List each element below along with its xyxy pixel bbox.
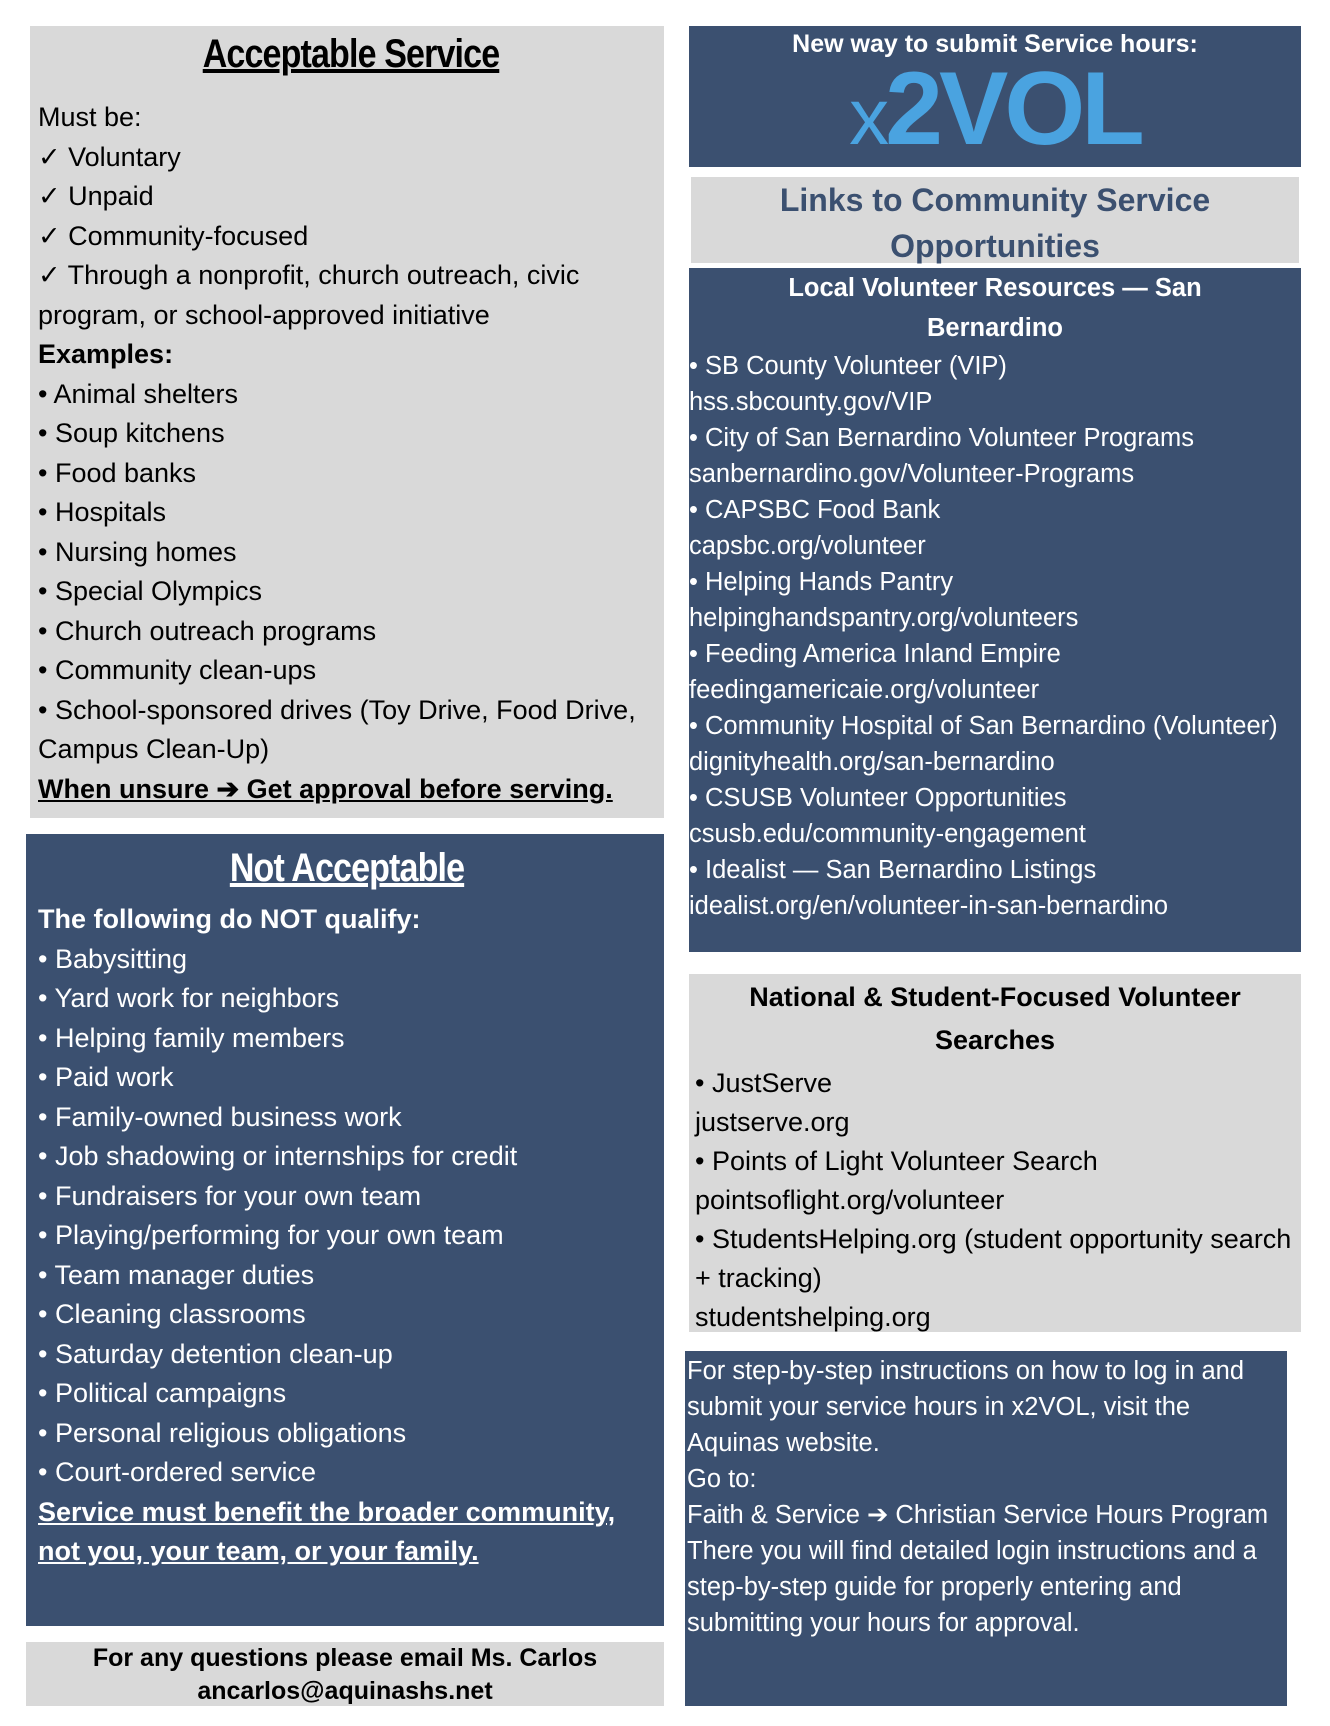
- resource-name: [689, 852, 1301, 888]
- resource-link[interactable]: [689, 600, 1301, 636]
- instructions-path: Faith & Service ➔ Christian Service Hours Program: [687, 1501, 1269, 1529]
- item-text: CAPSBC Food Bank: [705, 496, 941, 524]
- example-item: [38, 493, 664, 533]
- resource-name: [689, 636, 1301, 672]
- bullet: •: [38, 615, 55, 646]
- bullet: •: [38, 1101, 55, 1132]
- example-item: [38, 533, 664, 573]
- item-text: Church outreach programs: [54, 615, 377, 646]
- item-text: StudentsHelping.org (student opportunity search + tracking): [695, 1224, 1292, 1293]
- example-item: [38, 414, 664, 454]
- item-text: Community clean-ups: [54, 655, 317, 685]
- must-be-label: Must be:: [38, 102, 142, 132]
- contact-line: For any questions please email Ms. Carlos: [92, 1644, 598, 1672]
- item-text: capsbc.org/volunteer: [689, 532, 926, 560]
- bullet: •: [38, 497, 55, 527]
- bullet: •: [689, 352, 706, 380]
- item-text: Community-focused: [68, 220, 309, 251]
- resource-link[interactable]: [689, 528, 1301, 564]
- bullet: •: [38, 378, 54, 409]
- x2vol-panel: [689, 26, 1301, 167]
- bullet: •: [689, 640, 706, 668]
- item-text: Personal religious obligations: [54, 1417, 407, 1448]
- resource-name: [689, 708, 1301, 744]
- not-acceptable-item: [38, 1374, 656, 1414]
- example-item: [38, 691, 664, 770]
- item-text: Voluntary: [68, 141, 181, 172]
- item-text: Fundraisers for your own team: [54, 1180, 422, 1211]
- examples-label: Examples:: [38, 339, 174, 369]
- item-text: Food banks: [54, 457, 197, 488]
- item-text: Saturday detention clean-up: [54, 1338, 393, 1369]
- resource-name: [689, 492, 1301, 528]
- item-text: CSUSB Volunteer Opportunities: [705, 784, 1067, 812]
- bullet: •: [38, 943, 55, 974]
- not-acceptable-item: [38, 1453, 656, 1493]
- instructions-intro: For step-by-step instructions on how to log in and submit your service hours in x2VOL, visit the Aquinas website.: [687, 1357, 1245, 1457]
- x2vol-heading: New way to submit Service hours:: [792, 30, 1198, 58]
- item-text: Soup kitchens: [54, 418, 225, 448]
- bullet: •: [689, 568, 706, 596]
- acceptable-title: Acceptable Service: [202, 32, 500, 76]
- item-text: Paid work: [54, 1062, 174, 1092]
- local-title: Local Volunteer Resources — San Bernardino: [788, 274, 1202, 342]
- not-acceptable-item: [38, 1295, 656, 1335]
- item-text: feedingamericaie.org/volunteer: [689, 676, 1040, 704]
- item-text: Political campaigns: [54, 1378, 287, 1408]
- bullet: •: [38, 536, 55, 567]
- not-acceptable-item: [38, 940, 656, 980]
- example-item: [38, 454, 664, 494]
- resource-name: [689, 564, 1301, 600]
- approval-note: When unsure ➔ Get approval before serving.: [38, 773, 613, 804]
- bullet: •: [689, 712, 706, 740]
- checkmark-icon: ✓: [38, 260, 68, 290]
- bullet: •: [38, 1378, 55, 1408]
- resource-name: [689, 420, 1301, 456]
- bullet: •: [689, 856, 706, 884]
- item-text: Helping Hands Pantry: [705, 568, 954, 596]
- resource-link[interactable]: [695, 1298, 1295, 1337]
- not-acceptable-item: [38, 1177, 656, 1217]
- bullet: •: [38, 1457, 55, 1487]
- item-text: Animal shelters: [53, 378, 239, 409]
- resource-link[interactable]: [689, 744, 1301, 780]
- bullet: •: [38, 1180, 55, 1211]
- item-text: Playing/performing for your own team: [54, 1220, 504, 1250]
- item-text: csusb.edu/community-engagement: [689, 820, 1086, 848]
- not-acceptable-item: [38, 1098, 656, 1138]
- bullet: •: [38, 1141, 55, 1171]
- national-panel: [689, 974, 1301, 1332]
- item-text: Cleaning classrooms: [54, 1299, 306, 1329]
- item-text: Special Olympics: [54, 576, 263, 606]
- resource-name: [689, 780, 1301, 816]
- checkmark-icon: ✓: [38, 181, 69, 211]
- check-item: [38, 217, 664, 257]
- resource-link[interactable]: [689, 456, 1301, 492]
- example-item: [38, 375, 664, 415]
- broader-community-note: Service must benefit the broader community, not you, your team, or your family.: [38, 1496, 616, 1566]
- instructions-goto: Go to:: [687, 1465, 757, 1493]
- resource-link[interactable]: [695, 1181, 1295, 1220]
- item-text: studentshelping.org: [695, 1302, 931, 1332]
- item-text: Points of Light Volunteer Search: [711, 1146, 1098, 1176]
- not-qualify-intro: The following do NOT qualify:: [38, 904, 421, 934]
- item-text: Hospitals: [54, 497, 167, 527]
- not-acceptable-item: [38, 1414, 656, 1454]
- example-item: [38, 651, 664, 691]
- bullet: •: [695, 1146, 712, 1176]
- item-text: Community Hospital of San Bernardino (Volunteer): [705, 712, 1278, 740]
- bullet: •: [689, 424, 706, 452]
- not-acceptable-item: [38, 1216, 656, 1256]
- not-acceptable-title: Not Acceptable: [229, 846, 465, 890]
- resource-name: [695, 1064, 1295, 1103]
- checkmark-icon: ✓: [38, 220, 69, 251]
- bullet: •: [695, 1224, 712, 1254]
- item-text: Court-ordered service: [54, 1457, 317, 1487]
- contact-panel: [26, 1642, 664, 1706]
- item-text: pointsoflight.org/volunteer: [695, 1185, 1005, 1215]
- item-text: hss.sbcounty.gov/VIP: [689, 388, 933, 416]
- example-item: [38, 572, 664, 612]
- item-text: Family-owned business work: [54, 1101, 402, 1132]
- item-text: helpinghandspantry.org/volunteers: [689, 604, 1079, 632]
- item-text: Idealist — San Bernardino Listings: [705, 856, 1097, 884]
- bullet: •: [38, 1259, 55, 1290]
- item-text: sanbernardino.gov/Volunteer-Programs: [689, 460, 1135, 488]
- item-text: Babysitting: [54, 943, 188, 974]
- item-text: JustServe: [711, 1068, 833, 1098]
- not-acceptable-item: [38, 1137, 656, 1177]
- not-acceptable-item: [38, 1019, 656, 1059]
- resource-link[interactable]: [695, 1103, 1295, 1142]
- item-text: Job shadowing or internships for credit: [54, 1141, 518, 1171]
- item-text: idealist.org/en/volunteer-in-san-bernardino: [689, 892, 1169, 920]
- item-text: dignityhealth.org/san-bernardino: [689, 748, 1055, 776]
- item-text: Nursing homes: [54, 536, 237, 567]
- not-acceptable-item: [38, 1335, 656, 1375]
- not-acceptable-item: [38, 979, 656, 1019]
- item-text: Team manager duties: [54, 1259, 315, 1290]
- resource-name: [695, 1220, 1295, 1298]
- x2vol-logo: x2VOL: [849, 51, 1141, 167]
- item-text: Through a nonprofit, church outreach, civic program, or school-approved initiative: [38, 260, 580, 330]
- links-title: Links to Community Service Opportunities: [691, 177, 1299, 263]
- bullet: •: [38, 1022, 55, 1053]
- bullet: •: [38, 1220, 55, 1250]
- instructions-detail: There you will find detailed login instructions and a step-by-step guide for properly entering and submitting your hours for approval.: [687, 1537, 1257, 1637]
- example-item: [38, 612, 664, 652]
- check-item: [38, 177, 664, 217]
- bullet: •: [38, 655, 55, 685]
- resource-link[interactable]: [689, 888, 1301, 924]
- local-resources-panel: [689, 268, 1301, 952]
- not-acceptable-item: [38, 1058, 656, 1098]
- item-text: City of San Bernardino Volunteer Programs: [705, 424, 1195, 452]
- acceptable-service-panel: [30, 26, 664, 818]
- bullet: •: [689, 784, 706, 812]
- check-item: [38, 138, 664, 178]
- item-text: justserve.org: [695, 1107, 850, 1137]
- instructions-panel: [685, 1351, 1287, 1706]
- bullet: •: [689, 496, 706, 524]
- bullet: •: [38, 1338, 55, 1369]
- item-text: Yard work for neighbors: [54, 983, 340, 1013]
- item-text: Unpaid: [68, 181, 154, 211]
- bullet: •: [38, 1062, 55, 1092]
- not-acceptable-panel: [26, 834, 664, 1626]
- resource-link[interactable]: [689, 816, 1301, 852]
- bullet: •: [38, 1417, 55, 1448]
- item-text: School-sponsored drives (Toy Drive, Food Drive, Campus Clean-Up): [38, 694, 636, 764]
- national-title: National & Student-Focused Volunteer Searches: [749, 982, 1241, 1055]
- item-text: Feeding America Inland Empire: [705, 640, 1061, 668]
- bullet: •: [695, 1068, 712, 1098]
- bullet: •: [38, 576, 55, 606]
- resource-name: [695, 1142, 1295, 1181]
- bullet: •: [38, 457, 55, 488]
- contact-email[interactable]: ancarlos@aquinashs.net: [197, 1677, 493, 1705]
- checkmark-icon: ✓: [38, 141, 69, 172]
- resource-link[interactable]: [689, 384, 1301, 420]
- bullet: •: [38, 1299, 55, 1329]
- bullet: •: [38, 694, 55, 725]
- bullet: •: [38, 983, 55, 1013]
- resource-name: [689, 348, 1301, 384]
- resource-link[interactable]: [689, 672, 1301, 708]
- bullet: •: [38, 418, 55, 448]
- item-text: SB County Volunteer (VIP): [705, 352, 1007, 380]
- check-item: [38, 256, 664, 335]
- item-text: Helping family members: [54, 1022, 345, 1053]
- not-acceptable-item: [38, 1256, 656, 1296]
